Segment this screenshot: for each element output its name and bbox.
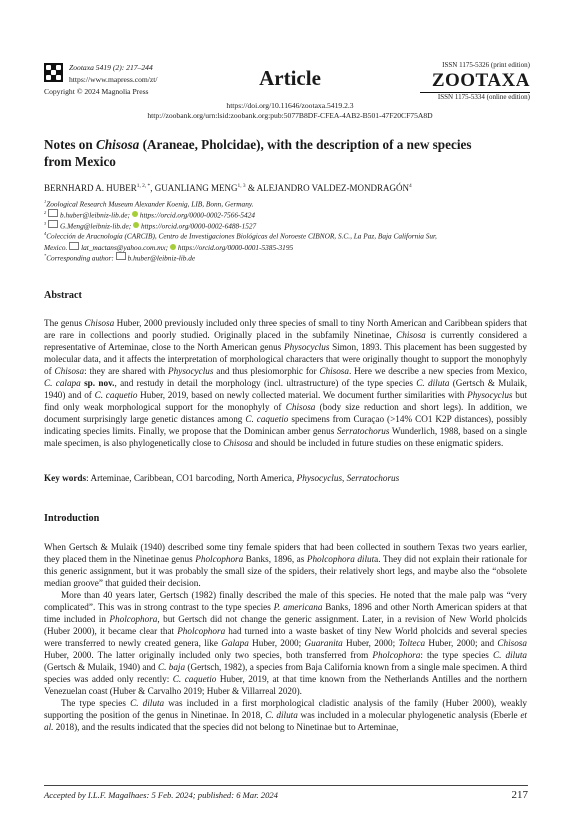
email-icon (116, 252, 126, 260)
orcid-link[interactable]: https://orcid.org/0000-0002-6488-1527 (141, 221, 257, 231)
author-list: BERNHARD A. $HUBER^{1, 2, *}$, GUANLIANG MENG$^{1, 3}$ & ALEJANDRO VALDEZ-MONDRAGÓN$^4$ (44, 183, 412, 193)
issn-print: ISSN 1175-5326 (print edition) (442, 61, 530, 69)
keywords: Key words: Arteminae, Caribbean, CO1 barcoding, North America, Physocyclus, Serratochorus (44, 473, 400, 483)
article-label: Article (259, 66, 321, 90)
journal-reference: Zootaxa 5419 (2): 217–244 (69, 63, 153, 72)
email-icon (48, 209, 58, 217)
intro-paragraph-3: The type species C. diluta was included in a first morphological cladistic analysis of the family (Huber 2000), weakly supporting the position of the genus in Ninetinae. In 2018, C. diluta was included in a molecular phylogenetic analysis (Eberle et al. 2018), and the results indicated that the species did not belong to Ninetinae but to Arteminae, (44, 698, 527, 732)
orcid-link[interactable]: https://orcid.org/0000-0002-7566-5424 (139, 210, 255, 220)
lsid-link[interactable]: http://zoobank.org/urn:lsid:zoobank.org:pub:5077B8DF-CFEA-4AB2-B501-47F20CF75A8D (147, 111, 433, 120)
intro-paragraph-2: More than 40 years later, Gertsch (1982) finally described the male of this species. He noted that the male palp was “very complicated”. This was in strong contrast to the type species P. americana Banks, 1896 and other North American spiders at that time included in Pholcophora, but Gertsch did not change the generic assignment. Later, in a revision of New World pholcids (Huber 2000), it became clear that Pholcophora had turned into a waste basket of tiny New World pholcids and several species were transferred to newly created genera, like Galapa Huber, 2000; Guaranita Huber, 2000; Tolteca Huber, 2000; and Chisosa Huber, 2000. The latter originally included only two species, both transferred from Pholcophora: the type species C. diluta (Gertsch & Mulaik, 1940) and C. baja (Gertsch, 1982), a species from Baja California known from a single male specimen. A third species was added only recently: C. caquetio Huber, 2019, at that time known from the Netherlands Antilles and the northern Venezuelan coast (Huber & Carvalho 2019; Huber & Villarreal 2020). (44, 590, 528, 696)
affiliation-3: $^3$ G.Meng@leibniz-lib.de; https://orcid.org/0000-0002-6488-1527 (44, 221, 257, 231)
email-link[interactable]: b.huber@leibniz-lib.de (127, 253, 196, 263)
journal-name: ZOOTAXA (420, 70, 530, 93)
introduction-heading: Introduction (44, 513, 100, 524)
orcid-link[interactable]: https://orcid.org/0000-0001-5385-3195 (177, 242, 294, 252)
email-link[interactable]: G.Meng@leibniz-lib.de; (60, 221, 132, 231)
intro-paragraph-1: When Gertsch & Mulaik (1940) described some tiny female spiders that had been collected in southern Texas two years earlier, they placed them in the Ninetinae genus Pholcophora Banks, 1896, as Pholcophora diluta. They did not explain their rationale for this generic assignment, but it was probably the small size of the spiders, their relatively short legs, and maybe also the “obsolete median groove” that guided their decision. (44, 542, 528, 588)
issn-online: ISSN 1175-5334 (online edition) (437, 93, 530, 101)
orcid-icon (133, 222, 139, 228)
email-icon (48, 220, 58, 228)
email-icon (69, 242, 79, 250)
orcid-icon (170, 244, 176, 250)
abstract-text: The genus Chisosa Huber, 2000 previously included only three species of small to tiny North American and Caribbean spiders that are rare in collections and poorly studied. Originally placed in the subfamily Ninetinae, Chisosa is currently considered a representative of Arteminae, close to the North American genus Physocyclus Simon, 1893. This placement has been suggested by molecular data, and it affects the interpretation of morphological characters that were originally thought to support the monophyly of Chisosa: they are shared with Physocyclus and thus plesiomorphic for Chisosa. Here we describe a new species from Mexico, C. calapa sp. nov., and restudy in detail the morphology (incl. ultrastructure) of the type species C. diluta (Gertsch & Mulaik, 1940) and of C. caquetio Huber, 2019, based on newly collected material. We document further similarities with Physocyclus but find only weak morphological support for the monophyly of Chisosa (body size reduction and short legs). In addition, we document surprisingly large genetic distances among C. caquetio specimens from Curaçao (>14% CO1 K2P distances), possibly indicating species limits. Finally, we propose that the Dominican amber genus Serratochorus Wunderlich, 1988, based on a single male specimen, is also phylogenetically close to Chisosa and should be included in future studies on these enigmatic spiders. (44, 318, 528, 448)
affiliation-2: $^2$ b.huber@leibniz-lib.de; https://orcid.org/0000-0002-7566-5424 (44, 210, 255, 220)
orcid-icon (132, 211, 138, 217)
corresponding-author: *Corresponding author: b.huber@leibniz-lib.de (44, 253, 196, 263)
journal-website-link[interactable]: https://www.mapress.com/zt/ (69, 75, 158, 84)
email-link[interactable]: lat_mactans@yahoo.com.mx; (81, 242, 169, 252)
affiliation-1: $^1$Zoological Research Museum Alexander Koenig, LIB, Bonn, Germany. (44, 199, 254, 209)
email-link[interactable]: b.huber@leibniz-lib.de; (60, 210, 130, 220)
copyright-notice: Copyright © 2024 Magnolia Press (44, 87, 149, 96)
doi-link[interactable]: https://doi.org/10.11646/zootaxa.5419.2.3 (226, 101, 354, 110)
page-number: 217 (511, 789, 528, 801)
abstract-heading: Abstract (44, 290, 82, 301)
footer-divider (44, 785, 528, 786)
paper-title: Notes on Chisosa (Araneae, Pholcidae), with the description of a new species from Mexico (44, 137, 472, 169)
affiliation-4: $^4$Colección de Aracnología (CARCIB), Centro de Investigaciones Biológicas del Noroeste CIBNOR, S.C., La Paz, Baja California Sur, Mexico. lat_mactans@yahoo.com.mx; https://orcid.org/0000-0001-5385-3195 (44, 231, 437, 252)
introduction-text (44, 541, 527, 733)
accepted-note: Accepted by I.L.F. Magalhaes: 5 Feb. 2024; published: 6 Mar. 2024 (44, 790, 278, 800)
